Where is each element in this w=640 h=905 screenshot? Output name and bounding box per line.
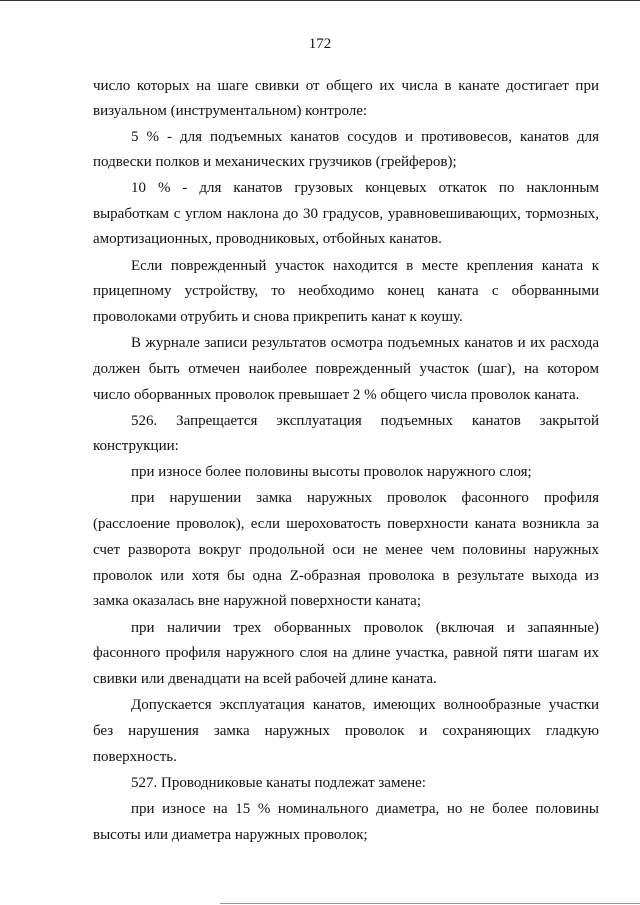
text-line: поверхность.	[93, 749, 177, 765]
text-line: (расслоение проволок), если шероховатость поверхности каната возникла за	[93, 516, 599, 532]
text-line: без нарушения замка наружных проволок и сохраняющих гладкую	[93, 723, 599, 739]
text-line: число которых на шаге свивки от общего их числа в канате достигает при	[93, 78, 599, 94]
text-line: проволоками отрубить и снова прикрепить канат к коушу.	[93, 309, 463, 325]
text-line: Если поврежденный участок находится в месте крепления каната к	[131, 258, 599, 274]
text-line: 10 % - для канатов грузовых концевых откаток по наклонным	[131, 180, 599, 196]
text-line: должен быть отмечен наиболее поврежденный участок (шаг), на котором	[93, 361, 599, 377]
text-line: 526. Запрещается эксплуатация подъемных канатов закрытой	[131, 413, 599, 429]
scan-edge-bottom	[220, 903, 640, 904]
text-line: визуальном (инструментальном) контроле:	[93, 103, 368, 119]
text-line: проволок или хотя бы одна Z-образная проволока в результате выхода из	[93, 568, 599, 584]
text-line: число оборванных проволок превышает 2 % общего числа проволок каната.	[93, 387, 580, 403]
text-line: В журнале записи результатов осмотра подъемных канатов и их расхода	[131, 335, 599, 351]
text-line: прицепному устройству, то необходимо конец каната с оборванными	[93, 283, 599, 299]
text-line: при наличии трех оборванных проволок (включая и запаянные)	[131, 620, 599, 636]
text-line: счет разворота вокруг продольной оси не менее чем половины наружных	[93, 542, 599, 558]
text-line: Допускается эксплуатация канатов, имеющих волнообразные участки	[131, 697, 599, 713]
text-line: 527. Проводниковые канаты подлежат замене:	[131, 775, 426, 791]
text-line: высоты или диаметра наружных проволок;	[93, 827, 368, 843]
text-line: выработкам с углом наклона до 30 градусов, уравновешивающих, тормозных,	[93, 206, 599, 222]
page-number: 172	[308, 36, 332, 52]
text-line: при износе на 15 % номинального диаметра, но не более половины	[131, 801, 599, 817]
text-line: подвески полков и механических грузчиков (грейферов);	[93, 154, 457, 170]
text-line: конструкции:	[93, 438, 179, 454]
text-line: фасонного профиля наружного слоя на длине участка, равной пяти шагам их	[93, 645, 599, 661]
text-line: при нарушении замка наружных проволок фасонного профиля	[131, 490, 599, 506]
text-line: замка оказалась вне наружной поверхности каната;	[93, 593, 421, 609]
text-line: при износе более половины высоты проволок наружного слоя;	[131, 464, 532, 480]
text-line: амортизационных, проводниковых, отбойных канатов.	[93, 231, 442, 247]
text-line: 5 % - для подъемных канатов сосудов и противовесов, канатов для	[131, 129, 599, 145]
scan-edge-top	[0, 0, 640, 1]
text-line: свивки или двенадцати на всей рабочей длине каната.	[93, 671, 437, 687]
